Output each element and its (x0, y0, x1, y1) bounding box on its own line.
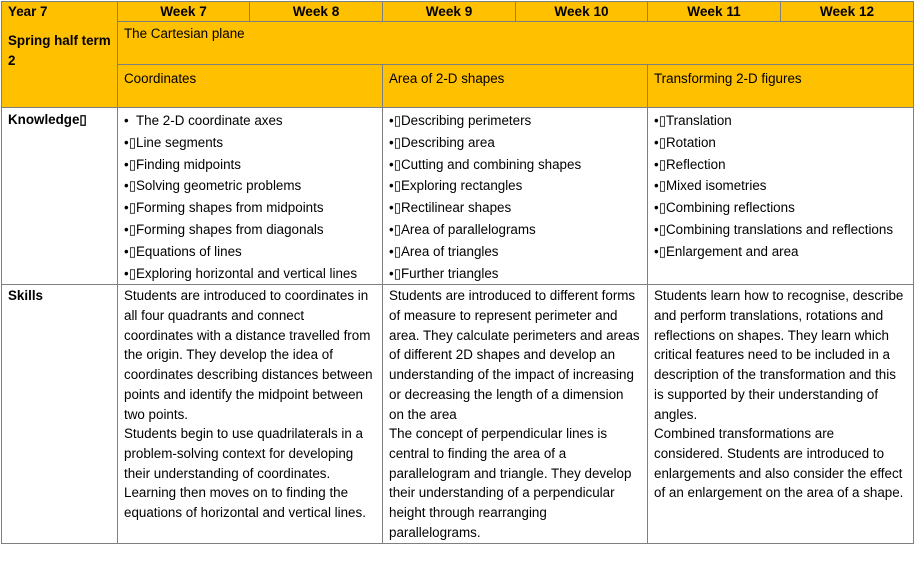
knowledge-item: •▯ Forming shapes from diagonals (124, 221, 324, 237)
knowledge-list (124, 110, 376, 284)
skills-cell (118, 285, 383, 543)
knowledge-list (654, 110, 907, 263)
week-header: Week 12 (781, 2, 914, 22)
skills-paragraph: Students learn how to recognise, describe and perform translations, rotations and reflections on shapes. They learn which critical features need to be included in a description of the transformation and this is supported by their understanding of angles. (654, 288, 904, 422)
knowledge-item: •▯ Area of parallelograms (389, 221, 536, 237)
knowledge-cell (648, 108, 914, 285)
knowledge-label: Knowledge▯ (2, 108, 118, 285)
knowledge-item: •▯ Area of triangles (389, 243, 499, 259)
unit-title: Transforming 2-D figures (648, 65, 914, 108)
knowledge-item: •▯ Forming shapes from midpoints (124, 200, 324, 216)
knowledge-item: •▯ Further triangles (389, 265, 499, 281)
knowledge-item: •▯ Finding midpoints (124, 156, 241, 172)
knowledge-item: •▯ Equations of lines (124, 243, 242, 259)
knowledge-item: •▯ Translation (654, 113, 732, 128)
week-header: Week 7 (118, 2, 250, 22)
term-label: Spring half term 2 (8, 33, 111, 68)
curriculum-table (1, 1, 914, 544)
knowledge-item: •▯ Exploring horizontal and vertical lines (124, 265, 358, 281)
skills-label: Skills (2, 285, 118, 543)
skills-paragraph: The concept of perpendicular lines is central to finding the area of a parallelogram and triangle. They develop their understanding of a perpendicular height through rearranging parallelograms. (389, 426, 632, 540)
knowledge-item: •▯ Describing area (389, 134, 495, 150)
knowledge-item: •▯ Reflection (654, 156, 726, 172)
knowledge-list (389, 110, 641, 284)
knowledge-item: •▯ Exploring rectangles (389, 178, 523, 194)
skills-paragraph: Students begin to use quadrilaterals in a problem-solving context for developing their understanding of coordinates. Learning then moves on to finding the equations of horizontal and vertical lines. (124, 426, 366, 521)
skills-cell (648, 285, 914, 543)
knowledge-item: •▯ Rotation (654, 134, 716, 150)
knowledge-item: •▯ Cutting and combining shapes (389, 156, 582, 172)
unit-title: Coordinates (118, 65, 383, 108)
knowledge-item: •▯ Mixed isometries (654, 178, 767, 194)
week-header: Week 8 (250, 2, 383, 22)
skills-cell (383, 285, 648, 543)
week-header: Week 11 (648, 2, 781, 22)
skills-paragraph: Combined transformations are considered. Students are introduced to enlargements and also consider the effect of an enlargement on the area of a shape. (654, 426, 904, 501)
knowledge-item: •▯ Describing perimeters (389, 113, 532, 128)
skills-paragraph: Students are introduced to different forms of measure to represent perimeter and area. They calculate perimeters and areas of different 2D shapes and develop an understanding of the impact of increasing or decreasing the length of a dimension on the area (389, 288, 640, 422)
knowledge-item: •▯ Solving geometric problems (124, 178, 302, 194)
year-label: Year 7 (8, 4, 48, 19)
knowledge-item: •▯ Line segments (124, 134, 224, 150)
week-header: Week 10 (516, 2, 648, 22)
knowledge-cell (118, 108, 383, 285)
knowledge-item: •▯ Enlargement and area (654, 243, 799, 259)
week-header: Week 9 (383, 2, 516, 22)
skills-paragraph: Students are introduced to coordinates in all four quadrants and connect coordinates with a distance travelled from the origin. They develop the idea of coordinates describing distances between points and identify the midpoint between two points. (124, 288, 373, 422)
knowledge-item: • The 2-D coordinate axes (124, 113, 283, 128)
knowledge-item: •▯ Combining reflections (654, 200, 795, 216)
knowledge-item: •▯ Combining translations and reflections (654, 221, 894, 237)
knowledge-item: •▯ Rectilinear shapes (389, 200, 512, 216)
unit-title: Area of 2-D shapes (383, 65, 648, 108)
knowledge-cell (383, 108, 648, 285)
theme-title: The Cartesian plane (118, 22, 914, 65)
year-term-cell (2, 2, 118, 108)
